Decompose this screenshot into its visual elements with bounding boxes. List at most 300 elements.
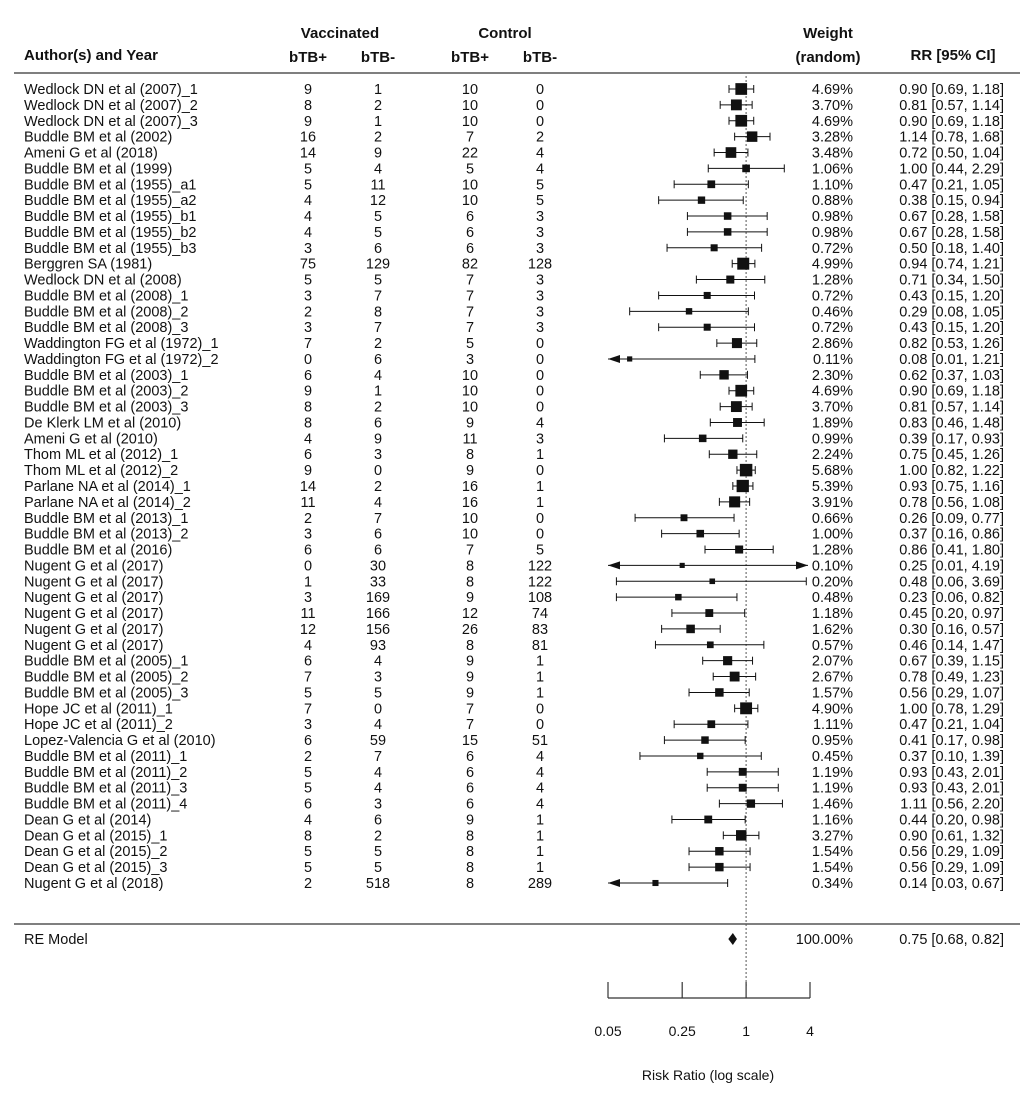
- vaccinated-pos: 8: [303, 828, 313, 845]
- study-row: [24, 431, 1004, 447]
- control-pos: 7: [465, 717, 475, 734]
- study-rr-ci: 0.75 [0.45, 1.26]: [899, 447, 1004, 464]
- study-weight: 2.30%: [811, 367, 853, 384]
- study-row: [24, 543, 1004, 559]
- study-weight: 3.48%: [811, 145, 853, 162]
- study-weight: 3.27%: [811, 828, 853, 845]
- study-weight: 0.45%: [811, 748, 853, 765]
- vaccinated-neg: 1: [373, 82, 383, 98]
- study-weight: 5.39%: [811, 479, 853, 495]
- study-label: Waddington FG et al (1972)_1: [24, 336, 219, 353]
- study-row: [24, 701, 1004, 717]
- vaccinated-neg: 7: [373, 510, 383, 527]
- vaccinated-neg: 3: [373, 796, 383, 813]
- vaccinated-pos: 6: [303, 733, 313, 750]
- study-row: [24, 527, 1004, 543]
- control-pos: 8: [465, 447, 475, 464]
- point-estimate: [652, 880, 658, 886]
- study-row: [24, 590, 1004, 606]
- vaccinated-neg: 5: [373, 209, 383, 226]
- study-weight: 3.70%: [811, 399, 853, 416]
- control-neg: 3: [535, 320, 545, 337]
- vaccinated-neg: 6: [373, 812, 383, 829]
- vaccinated-neg: 2: [373, 479, 383, 495]
- header-control-pos: bTB+: [451, 49, 489, 66]
- study-rr-ci: 1.11 [0.56, 2.20]: [900, 796, 1004, 813]
- control-neg: 0: [535, 526, 545, 543]
- study-weight: 0.72%: [811, 240, 853, 257]
- vaccinated-neg: 4: [373, 161, 383, 178]
- study-label: Hope JC et al (2011)_1: [24, 701, 173, 718]
- study-label: Berggren SA (1981): [24, 256, 153, 273]
- study-rr-ci: 0.30 [0.16, 0.57]: [899, 621, 1004, 638]
- study-weight: 0.98%: [811, 209, 853, 226]
- vaccinated-pos: 2: [303, 748, 313, 765]
- study-label: Wedlock DN et al (2008): [24, 272, 182, 289]
- point-estimate: [724, 212, 732, 220]
- study-label: Thom ML et al (2012)_1: [24, 447, 179, 464]
- control-pos: 6: [465, 209, 475, 226]
- vaccinated-neg: 2: [373, 97, 383, 114]
- control-pos: 6: [465, 240, 475, 257]
- vaccinated-pos: 4: [303, 637, 313, 654]
- study-row: [24, 400, 1004, 416]
- control-neg: 0: [535, 701, 545, 718]
- control-neg: 1: [535, 844, 545, 861]
- vaccinated-pos: 75: [299, 256, 317, 273]
- control-pos: 8: [465, 860, 475, 877]
- control-pos: 8: [465, 876, 475, 892]
- study-row: [24, 797, 1004, 813]
- study-rr-ci: 0.67 [0.28, 1.58]: [899, 209, 1004, 226]
- study-label: Buddle BM et al (2002): [24, 129, 173, 146]
- control-pos: 10: [461, 399, 479, 416]
- study-weight: 0.34%: [811, 876, 853, 892]
- control-neg: 1: [535, 653, 545, 670]
- control-neg: 3: [535, 304, 545, 321]
- vaccinated-neg: 2: [373, 399, 383, 416]
- control-pos: 10: [461, 510, 479, 527]
- point-estimate: [729, 496, 740, 507]
- control-pos: 8: [465, 558, 475, 575]
- study-rr-ci: 0.37 [0.10, 1.39]: [899, 748, 1004, 765]
- study-label: Buddle BM et al (2003)_2: [24, 383, 189, 400]
- study-weight: 4.69%: [811, 383, 853, 400]
- study-weight: 2.67%: [811, 669, 853, 686]
- control-pos: 9: [465, 415, 475, 432]
- study-row: [24, 177, 1004, 193]
- point-estimate: [739, 784, 747, 792]
- point-estimate: [735, 115, 747, 127]
- control-neg: 4: [535, 764, 545, 781]
- control-neg: 122: [527, 574, 553, 591]
- vaccinated-pos: 9: [303, 82, 313, 98]
- vaccinated-pos: 14: [299, 145, 317, 162]
- vaccinated-pos: 6: [303, 796, 313, 813]
- vaccinated-pos: 3: [303, 240, 313, 257]
- vaccinated-pos: 5: [303, 272, 313, 289]
- study-row: [24, 463, 1004, 479]
- control-pos: 9: [465, 669, 475, 686]
- study-row: [24, 384, 1004, 400]
- point-estimate: [726, 147, 737, 158]
- study-weight: 0.88%: [811, 193, 853, 210]
- control-pos: 9: [465, 590, 475, 607]
- study-rr-ci: 0.50 [0.18, 1.40]: [899, 240, 1004, 257]
- control-neg: 122: [527, 558, 553, 575]
- point-estimate: [680, 563, 685, 568]
- x-axis: [594, 982, 814, 1083]
- ci-arrow-left: [608, 879, 620, 887]
- study-row: [24, 828, 1004, 844]
- study-row: [24, 320, 1004, 336]
- point-estimate: [726, 276, 734, 284]
- study-rr-ci: 0.94 [0.74, 1.21]: [899, 256, 1004, 273]
- control-neg: 0: [535, 399, 545, 416]
- study-rr-ci: 1.00 [0.78, 1.29]: [899, 701, 1004, 718]
- vaccinated-pos: 5: [303, 860, 313, 877]
- vaccinated-pos: 4: [303, 431, 313, 448]
- control-neg: 51: [531, 733, 549, 750]
- study-label: Buddle BM et al (1955)_b2: [24, 224, 197, 241]
- control-neg: 83: [531, 621, 549, 638]
- point-estimate: [707, 720, 715, 728]
- summary-weight: 100.00%: [795, 932, 853, 948]
- vaccinated-pos: 3: [303, 526, 313, 543]
- control-neg: 5: [535, 193, 545, 210]
- study-row: [24, 606, 1004, 622]
- study-weight: 2.24%: [811, 447, 853, 464]
- control-pos: 9: [465, 685, 475, 702]
- study-rr-ci: 0.81 [0.57, 1.14]: [899, 97, 1004, 114]
- study-weight: 4.90%: [811, 701, 853, 718]
- study-label: Dean G et al (2015)_2: [24, 844, 168, 861]
- point-estimate: [704, 292, 711, 299]
- study-weight: 4.69%: [811, 82, 853, 98]
- study-rr-ci: 0.93 [0.43, 2.01]: [899, 780, 1004, 797]
- study-label: Buddle BM et al (2005)_3: [24, 685, 189, 702]
- study-weight: 1.28%: [811, 272, 853, 289]
- study-row: [24, 415, 1004, 431]
- vaccinated-pos: 9: [303, 113, 313, 130]
- study-row: [24, 511, 1004, 527]
- point-estimate: [697, 753, 703, 759]
- study-rr-ci: 1.14 [0.78, 1.68]: [899, 129, 1004, 146]
- control-neg: 1: [535, 447, 545, 464]
- control-neg: 1: [535, 828, 545, 845]
- control-pos: 6: [465, 780, 475, 797]
- point-estimate: [675, 594, 681, 600]
- vaccinated-neg: 518: [365, 876, 391, 892]
- study-rr-ci: 0.78 [0.56, 1.08]: [899, 494, 1004, 511]
- study-rr-ci: 0.44 [0.20, 0.98]: [899, 812, 1004, 829]
- study-row: [24, 733, 1004, 749]
- study-label: Parlane NA et al (2014)_1: [24, 479, 191, 495]
- x-tick-label: 1: [742, 1023, 750, 1039]
- vaccinated-neg: 2: [373, 336, 383, 353]
- vaccinated-neg: 4: [373, 367, 383, 384]
- study-label: Ameni G et al (2018): [24, 145, 158, 162]
- study-row: [24, 717, 1004, 733]
- vaccinated-pos: 5: [303, 177, 313, 194]
- study-weight: 1.11%: [812, 717, 853, 734]
- header-vaccinated-neg: bTB-: [360, 49, 396, 66]
- control-neg: 108: [527, 590, 553, 607]
- vaccinated-neg: 30: [369, 558, 387, 575]
- study-label: Wedlock DN et al (2007)_1: [24, 82, 198, 98]
- study-rr-ci: 0.56 [0.29, 1.09]: [899, 844, 1004, 861]
- study-weight: 0.95%: [811, 733, 853, 750]
- study-weight: 0.48%: [811, 590, 853, 607]
- point-estimate: [747, 131, 757, 141]
- control-pos: 7: [465, 129, 475, 146]
- study-weight: 1.54%: [811, 860, 853, 877]
- study-label: Nugent G et al (2017): [24, 574, 164, 591]
- study-label: Buddle BM et al (2016): [24, 542, 173, 559]
- x-tick-label: 4: [806, 1023, 814, 1039]
- control-neg: 3: [535, 431, 545, 448]
- study-weight: 4.99%: [811, 256, 853, 273]
- study-row: [24, 98, 1004, 114]
- study-row: [24, 336, 1004, 352]
- study-label: Dean G et al (2015)_3: [24, 860, 168, 877]
- header-rr-ci: RR [95% CI]: [910, 47, 996, 64]
- study-label: Nugent G et al (2017): [24, 621, 164, 638]
- control-neg: 0: [535, 82, 545, 98]
- vaccinated-neg: 1: [373, 113, 383, 130]
- vaccinated-pos: 0: [303, 351, 313, 368]
- study-rr-ci: 0.62 [0.37, 1.03]: [899, 367, 1004, 384]
- vaccinated-pos: 3: [303, 590, 313, 607]
- vaccinated-neg: 5: [373, 860, 383, 877]
- header-control-neg: bTB-: [522, 49, 558, 66]
- control-neg: 1: [535, 860, 545, 877]
- point-estimate: [736, 830, 746, 840]
- vaccinated-pos: 6: [303, 447, 313, 464]
- study-label: Buddle BM et al (2013)_1: [24, 510, 189, 527]
- study-row: [24, 781, 1004, 797]
- vaccinated-pos: 4: [303, 224, 313, 241]
- study-label: Wedlock DN et al (2007)_3: [24, 113, 198, 130]
- control-pos: 5: [465, 336, 475, 353]
- control-pos: 6: [465, 224, 475, 241]
- study-weight: 1.18%: [811, 606, 853, 623]
- control-neg: 3: [535, 240, 545, 257]
- control-pos: 5: [465, 161, 475, 178]
- study-rr-ci: 0.43 [0.15, 1.20]: [899, 320, 1004, 337]
- study-label: Nugent G et al (2017): [24, 606, 164, 623]
- study-weight: 5.68%: [811, 463, 853, 480]
- study-weight: 1.00%: [811, 526, 853, 543]
- control-neg: 74: [531, 606, 549, 623]
- study-label: Waddington FG et al (1972)_2: [24, 351, 219, 368]
- study-label: Buddle BM et al (1999): [24, 161, 173, 178]
- study-row: [24, 670, 1004, 686]
- study-row: [24, 352, 1004, 368]
- vaccinated-pos: 6: [303, 653, 313, 670]
- study-label: Buddle BM et al (2013)_2: [24, 526, 189, 543]
- study-rr-ci: 1.00 [0.82, 1.22]: [899, 463, 1004, 480]
- vaccinated-pos: 5: [303, 844, 313, 861]
- study-label: Wedlock DN et al (2007)_2: [24, 97, 198, 114]
- control-neg: 3: [535, 288, 545, 305]
- study-rr-ci: 0.25 [0.01, 4.19]: [899, 558, 1004, 575]
- study-weight: 2.86%: [811, 336, 853, 353]
- vaccinated-pos: 3: [303, 288, 313, 305]
- study-row: [24, 193, 1004, 209]
- vaccinated-neg: 5: [373, 685, 383, 702]
- study-label: Buddle BM et al (2005)_2: [24, 669, 189, 686]
- study-row: [24, 447, 1004, 463]
- vaccinated-neg: 2: [373, 129, 383, 146]
- point-estimate: [711, 244, 718, 251]
- study-row: [24, 288, 1004, 304]
- study-row: [24, 844, 1004, 860]
- study-rr-ci: 0.08 [0.01, 1.21]: [899, 351, 1004, 368]
- point-estimate: [740, 464, 753, 477]
- header-control: Control: [478, 25, 532, 42]
- control-pos: 10: [461, 113, 479, 130]
- control-pos: 11: [462, 431, 478, 448]
- study-row: [24, 209, 1004, 225]
- study-label: Buddle BM et al (1955)_a2: [24, 193, 197, 210]
- vaccinated-pos: 2: [303, 304, 313, 321]
- vaccinated-neg: 1: [373, 383, 383, 400]
- point-estimate: [735, 83, 747, 95]
- study-label: Buddle BM et al (2003)_1: [24, 367, 189, 384]
- vaccinated-neg: 156: [365, 621, 391, 638]
- control-neg: 3: [535, 272, 545, 289]
- control-pos: 7: [465, 320, 475, 337]
- vaccinated-pos: 2: [303, 510, 313, 527]
- point-estimate: [707, 641, 714, 648]
- study-rr-ci: 0.23 [0.06, 0.82]: [899, 590, 1004, 607]
- control-neg: 0: [535, 717, 545, 734]
- point-estimate: [715, 863, 723, 871]
- vaccinated-pos: 5: [303, 764, 313, 781]
- control-pos: 8: [465, 637, 475, 654]
- study-label: Hope JC et al (2011)_2: [24, 717, 173, 734]
- study-rr-ci: 0.93 [0.75, 1.16]: [899, 479, 1004, 495]
- point-estimate: [627, 356, 632, 361]
- point-estimate: [740, 702, 752, 714]
- study-row: [24, 685, 1004, 701]
- point-estimate: [701, 736, 708, 743]
- study-row: [24, 273, 1004, 289]
- control-neg: 1: [535, 669, 545, 686]
- study-label: Buddle BM et al (1955)_a1: [24, 177, 197, 194]
- control-pos: 7: [465, 542, 475, 559]
- point-estimate: [731, 99, 742, 110]
- vaccinated-neg: 6: [373, 351, 383, 368]
- control-pos: 8: [465, 844, 475, 861]
- study-row: [24, 479, 1004, 495]
- study-rr-ci: 0.90 [0.61, 1.32]: [899, 828, 1004, 845]
- point-estimate: [686, 625, 695, 634]
- study-label: Nugent G et al (2017): [24, 558, 164, 575]
- vaccinated-neg: 9: [373, 145, 383, 162]
- vaccinated-neg: 7: [373, 288, 383, 305]
- vaccinated-pos: 5: [303, 685, 313, 702]
- point-estimate: [747, 799, 755, 807]
- control-neg: 4: [535, 145, 545, 162]
- point-estimate: [681, 514, 688, 521]
- study-row: [24, 304, 1004, 320]
- point-estimate: [704, 324, 711, 331]
- control-neg: 5: [535, 177, 545, 194]
- vaccinated-pos: 5: [303, 780, 313, 797]
- study-weight: 1.89%: [811, 415, 853, 432]
- vaccinated-pos: 11: [300, 494, 316, 511]
- control-neg: 0: [535, 463, 545, 480]
- control-neg: 1: [535, 812, 545, 829]
- control-neg: 4: [535, 161, 545, 178]
- control-neg: 0: [535, 113, 545, 130]
- point-estimate: [724, 228, 732, 236]
- control-pos: 7: [465, 701, 475, 718]
- point-estimate: [705, 609, 713, 617]
- control-pos: 6: [465, 796, 475, 813]
- study-label: Nugent G et al (2017): [24, 637, 164, 654]
- control-neg: 4: [535, 415, 545, 432]
- control-pos: 3: [465, 351, 475, 368]
- control-neg: 4: [535, 780, 545, 797]
- study-rr-ci: 0.90 [0.69, 1.18]: [899, 82, 1004, 98]
- vaccinated-neg: 33: [369, 574, 387, 591]
- vaccinated-pos: 2: [303, 876, 313, 892]
- ci-arrow-left: [608, 561, 620, 569]
- vaccinated-neg: 0: [373, 463, 383, 480]
- control-neg: 0: [535, 351, 545, 368]
- study-weight: 4.69%: [811, 113, 853, 130]
- study-weight: 0.66%: [811, 510, 853, 527]
- study-rr-ci: 0.39 [0.17, 0.93]: [899, 431, 1004, 448]
- vaccinated-neg: 3: [373, 669, 383, 686]
- study-label: Nugent G et al (2017): [24, 590, 164, 607]
- x-tick-label: 0.05: [594, 1023, 622, 1039]
- study-label: Buddle BM et al (2003)_3: [24, 399, 189, 416]
- control-pos: 22: [461, 145, 479, 162]
- study-weight: 3.91%: [811, 494, 853, 511]
- study-weight: 0.98%: [811, 224, 853, 241]
- vaccinated-neg: 4: [373, 764, 383, 781]
- x-axis-label: Risk Ratio (log scale): [641, 1067, 775, 1083]
- vaccinated-neg: 59: [369, 733, 387, 750]
- control-pos: 9: [465, 463, 475, 480]
- study-rr-ci: 0.90 [0.69, 1.18]: [899, 383, 1004, 400]
- vaccinated-neg: 4: [373, 653, 383, 670]
- vaccinated-neg: 6: [373, 240, 383, 257]
- study-weight: 0.10%: [811, 558, 853, 575]
- vaccinated-neg: 6: [373, 542, 383, 559]
- control-neg: 3: [535, 209, 545, 226]
- control-pos: 6: [465, 764, 475, 781]
- point-estimate: [699, 435, 707, 443]
- study-weight: 1.06%: [811, 161, 853, 178]
- summary-diamond: [728, 933, 737, 945]
- study-rr-ci: 0.67 [0.39, 1.15]: [899, 653, 1004, 670]
- study-label: Buddle BM et al (1955)_b1: [24, 209, 197, 226]
- control-pos: 8: [465, 574, 475, 591]
- vaccinated-pos: 7: [303, 336, 313, 353]
- point-estimate: [686, 308, 692, 314]
- study-row: [24, 876, 1004, 892]
- vaccinated-neg: 9: [373, 431, 383, 448]
- study-weight: 1.57%: [811, 685, 853, 702]
- vaccinated-neg: 4: [373, 780, 383, 797]
- study-weight: 0.72%: [811, 288, 853, 305]
- vaccinated-neg: 12: [369, 193, 387, 210]
